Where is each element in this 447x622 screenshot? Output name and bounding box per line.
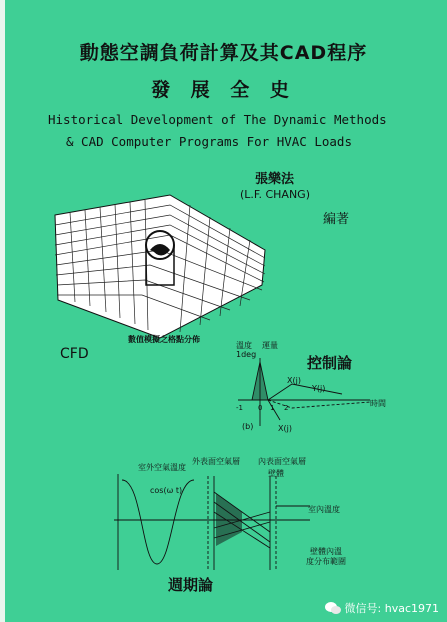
control-diagram — [232, 356, 372, 428]
periodic-wall-range-label-2: 度分布範圍 — [306, 557, 346, 566]
control-x2-label: X(j) — [278, 424, 292, 433]
watermark-text: 微信号: hvac1971 — [344, 602, 439, 615]
control-y-label: Y(j) — [312, 384, 326, 393]
periodic-diagram — [112, 472, 312, 572]
cover-title-en-line2: & CAD Computer Programs For HVAC Loads — [66, 134, 352, 149]
control-axis-time: 時間 — [370, 399, 386, 408]
svg-text:-1: -1 — [236, 404, 243, 412]
cover-subtitle-zh: 發 展 全 史 — [151, 79, 296, 101]
periodic-wall-label: 壁體 — [268, 469, 284, 478]
control-x-label: X(j) — [287, 376, 301, 385]
control-axis-flow: 運量 — [262, 341, 278, 350]
control-theory-label: 控制論 — [307, 354, 353, 372]
svg-text:2: 2 — [284, 404, 289, 412]
author-name-en: (L.F. CHANG) — [240, 188, 310, 201]
editor-label: 編著 — [323, 212, 350, 227]
periodic-indoor-label: 室內溫度 — [308, 505, 340, 514]
control-axis-temp: 溫度 — [236, 341, 252, 350]
cover-title-en-line1: Historical Development of The Dynamic Methods — [48, 112, 387, 127]
periodic-outdoor-label: 室外空氣溫度 — [138, 463, 186, 472]
periodic-inner-film-label: 內表面空氣層 — [258, 457, 306, 466]
svg-text:0: 0 — [258, 404, 263, 412]
periodic-outer-film-label: 外表面空氣層 — [192, 457, 240, 466]
svg-text:1: 1 — [270, 404, 275, 412]
author-name-zh: 張樂法 — [255, 172, 295, 187]
periodic-theory-label: 週期論 — [168, 576, 214, 594]
cfd-mesh-figure — [50, 190, 270, 340]
watermark — [325, 600, 439, 616]
cfd-label: CFD — [60, 346, 89, 362]
control-axis-unit: 1deg — [236, 350, 257, 359]
wechat-icon — [325, 601, 341, 615]
cfd-caption: 數值模擬之格點分佈 — [128, 335, 200, 344]
control-b-label: (b) — [242, 422, 254, 431]
periodic-cos-label: cos(ω t) — [150, 486, 183, 495]
periodic-wall-range-label: 壁體內溫 — [310, 547, 342, 556]
cover-title-zh: 動態空調負荷計算及其CAD程序 — [79, 42, 368, 64]
